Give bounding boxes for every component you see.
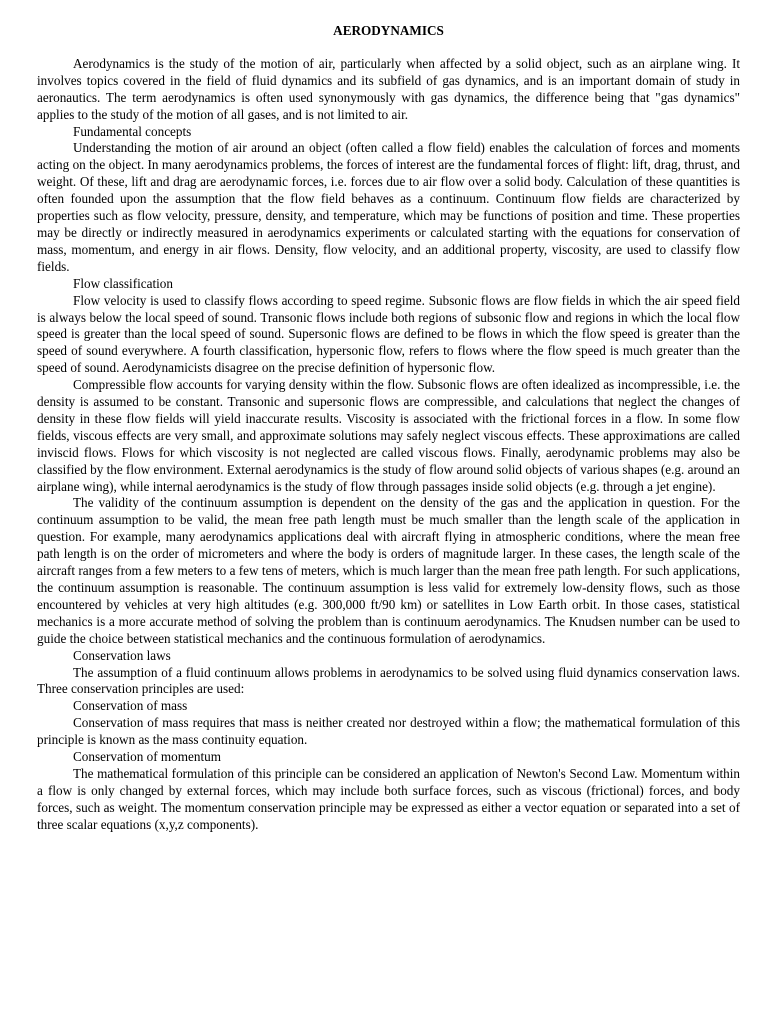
section-heading-flow-classification: Flow classification [73,275,173,291]
section-heading-conservation-of-mass: Conservation of mass [73,698,188,714]
flow-velocity-paragraph: Flow velocity is used to classify flows according to speed regime. Subsonic flows are flow fields in which the air speed field is always below the local speed of sound. Transonic flows include both regions of subsonic flow and regions in which the local flow speed is greater than the local speed of sound. Supersonic flows are defined to be flows in which the flow speed is greater than the speed of sound everywhere. A fourth classification, hypersonic flow, refers to flows where the flow speed is much greater than the speed of sound. Aerodynamicists disagree on the precise definition of hypersonic flow. [37,292,740,376]
document-page [37,23,740,834]
section-heading-fundamental-concepts: Fundamental concepts [73,123,192,139]
document-title: AERODYNAMICS [333,23,444,38]
intro-paragraph: Aerodynamics is the study of the motion of air, particularly when affected by a solid object, such as an airplane wing. It involves topics covered in the field of fluid dynamics and its subfield of gas dynamics, and is an important domain of study in aeronautics. The term aerodynamics is often used synonymously with gas dynamics, the difference being that "gas dynamics" applies to the study of the motion of all gases, and is not limited to air. [37,55,740,122]
section-heading-conservation-of-momentum: Conservation of momentum [73,749,221,765]
conservation-laws-paragraph: The assumption of a fluid continuum allows problems in aerodynamics to be solved using fluid dynamics conservation laws. Three conservation principles are used: [37,664,740,697]
conservation-of-mass-paragraph: Conservation of mass requires that mass is neither created nor destroyed within a flow; the mathematical formulation of this principle is known as the mass continuity equation. [37,715,740,748]
continuum-assumption-paragraph: The validity of the continuum assumption is dependent on the density of the gas and the application in question. For the continuum assumption to be valid, the mean free path length must be much smaller than the length scale of the application in question. For example, many aerodynamics applications deal with aircraft flying in atmospheric conditions, where the mean free path length is on the order of micrometers and where the body is orders of magnitude larger. In these cases, the length scale of the aircraft ranges from a few meters to a few tens of meters, which is much larger than the mean free path length. For such applications, the continuum assumption is reasonable. The continuum assumption is less valid for extremely low-density flows, such as those encountered by vehicles at very high altitudes (e.g. 300,000 ft/90 km) or satellites in Low Earth orbit. In those cases, statistical mechanics is a more accurate method of solving the problem than is continuum aerodynamics. The Knudsen number can be used to guide the choice between statistical mechanics and the continuous formulation of aerodynamics. [37,495,740,646]
conservation-of-momentum-paragraph: The mathematical formulation of this principle can be considered an application of Newton's Second Law. Momentum within a flow is only changed by external forces, which may include both surface forces, such as viscous (frictional) forces, and body forces, such as weight. The momentum conservation principle may be expressed as either a vector equation or separated into a set of three scalar equations (x,y,z components). [37,765,740,832]
section-heading-conservation-laws: Conservation laws [73,647,171,663]
fundamental-concepts-paragraph: Understanding the motion of air around an object (often called a flow field) enables the calculation of forces and moments acting on the object. In many aerodynamics problems, the forces of interest are the fundamental forces of flight: lift, drag, thrust, and weight. Of these, lift and drag are aerodynamic forces, i.e. forces due to air flow over a solid body. Calculation of these quantities is often founded upon the assumption that the flow field behaves as a continuum. Continuum flow fields are characterized by properties such as flow velocity, pressure, density, and temperature, which may be functions of position and time. These properties may be directly or indirectly measured in aerodynamics experiments or calculated starting with the equations for conservation of mass, momentum, and energy in air flows. Density, flow velocity, and an additional property, viscosity, are used to classify flow fields. [37,140,740,274]
compressible-flow-paragraph: Compressible flow accounts for varying density within the flow. Subsonic flows are often idealized as incompressible, i.e. the density is assumed to be constant. Transonic and supersonic flows are compressible, and calculations that neglect the changes of density in these flow fields will yield inaccurate results. Viscosity is associated with the frictional forces in a flow. In some flow fields, viscous effects are very small, and approximate solutions may safely neglect viscous effects. These approximations are called inviscid flows. Flows for which viscosity is not neglected are called viscous flows. Finally, aerodynamic problems may also be classified by the flow environment. External aerodynamics is the study of flow around solid objects of various shapes (e.g. around an airplane wing), while internal aerodynamics is the study of flow through passages inside solid objects (e.g. through a jet engine). [37,377,740,494]
